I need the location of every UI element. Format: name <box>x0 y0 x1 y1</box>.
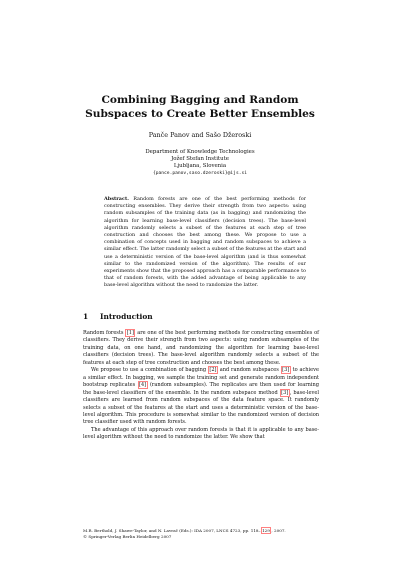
affiliation-department: Department of Knowledge Technologies <box>145 149 255 155</box>
citation-link-2[interactable]: [2] <box>209 367 217 374</box>
citation-link-4[interactable]: [4] <box>139 382 147 389</box>
paragraph-2-text-e: , base-level classifiers are learned from random subspaces of the data feature space. It randomly selects a subset of the features at the start and uses a deterministic version of the base-level algorithm. This procedure is somewhat similar to the randomized version of decision tree classifier used with random forests. <box>83 389 319 426</box>
citation-link-1[interactable]: [1] <box>126 330 134 336</box>
paper-authors: Panče Panov and Sašo Džeroski <box>148 131 252 139</box>
paragraph-2 <box>83 367 319 427</box>
abstract-text: Random forests are one of the best performing methods for constructing ensembles. They derive their strength from two aspects: using random subsamples of the training data (as in bagging) and randomizing the algorithm for learning base-level classifiers (decision trees). The base-level algorithm randomly selects a subset of the features at each step of tree construction and chooses the best among these. We propose to use a combination of concepts used in bagging and random subspaces to achieve a similar effect. The latter randomly select a subset of the features at the start and use a deterministic version of the base-level algorithm (and is thus somewhat similar to the randomized version of the algorithm). The results of our experiments show that the proposed approach has a comparable performance to that of random forests, with the added advantage of being applicable to any base-level algorithm without the need to randomize the latter. <box>104 196 306 289</box>
abstract-label: Abstract. <box>104 196 129 202</box>
paragraph-1 <box>83 330 319 367</box>
section-number: 1 <box>83 312 89 321</box>
paper-title: Combining Bagging and Random Subspaces to Create Better Ensembles <box>85 94 315 120</box>
affiliation-institute: Jožef Stefan Institute <box>171 156 229 162</box>
abstract <box>104 196 306 290</box>
footer-copyright: © Springer-Verlag Berlin Heidelberg 2007 <box>83 533 172 539</box>
paragraph-2-text-d: (random subsamples). The replicates are then used for learning the base-level classifiers of the ensemble. In the random subspace method <box>83 382 319 396</box>
paragraph-1-text-b: are one of the best performing methods for constructing ensembles of classifiers. They derive their strength from two aspects: using random subsamples of the training data, on one hand, and randomizing the algorithm for learning base-level classifiers (decision trees). The base-level algorithm randomly selects a subset of the features at each step of tree construction and chooses the best among these. <box>83 330 320 366</box>
paragraph-3: The advantage of this approach over random forests is that it is applicable to any base-level algorithm without the need to randomize the latter. We show that <box>83 426 319 441</box>
footer-citation-year: , 2007. <box>271 528 286 533</box>
affiliation-city: Ljubljana, Slovenia <box>173 163 227 169</box>
affiliation-block <box>0 149 400 177</box>
paragraph-2-text-a: We propose to use a combination of bagging <box>91 367 208 374</box>
footer-citation-text: M.R. Berthold, J. Shawe-Taylor, and N. Lavrač (Eds.): IDA 2007, LNCS 4723, pp. 118– <box>83 528 261 533</box>
body-text <box>83 330 319 442</box>
author-email: {pance.panov,saso.dzeroski}@ijs.si <box>152 171 248 176</box>
paragraph-2-text-c: to achieve a similar effect. In bagging, we sample the training set and generate random independent bootstrap replicates <box>83 367 319 389</box>
paragraph-2-text-b: and random subspaces <box>218 367 281 374</box>
footer-page-link[interactable]: 129 <box>262 528 270 533</box>
paragraph-1-text-a: Random forests <box>83 330 126 336</box>
publication-footer <box>83 528 319 539</box>
citation-link-3b[interactable]: [3] <box>281 389 289 396</box>
footer-citation-line <box>83 528 319 534</box>
section-title: Introduction <box>100 312 153 321</box>
citation-link-3[interactable]: [3] <box>282 367 290 374</box>
section-heading <box>83 312 323 321</box>
